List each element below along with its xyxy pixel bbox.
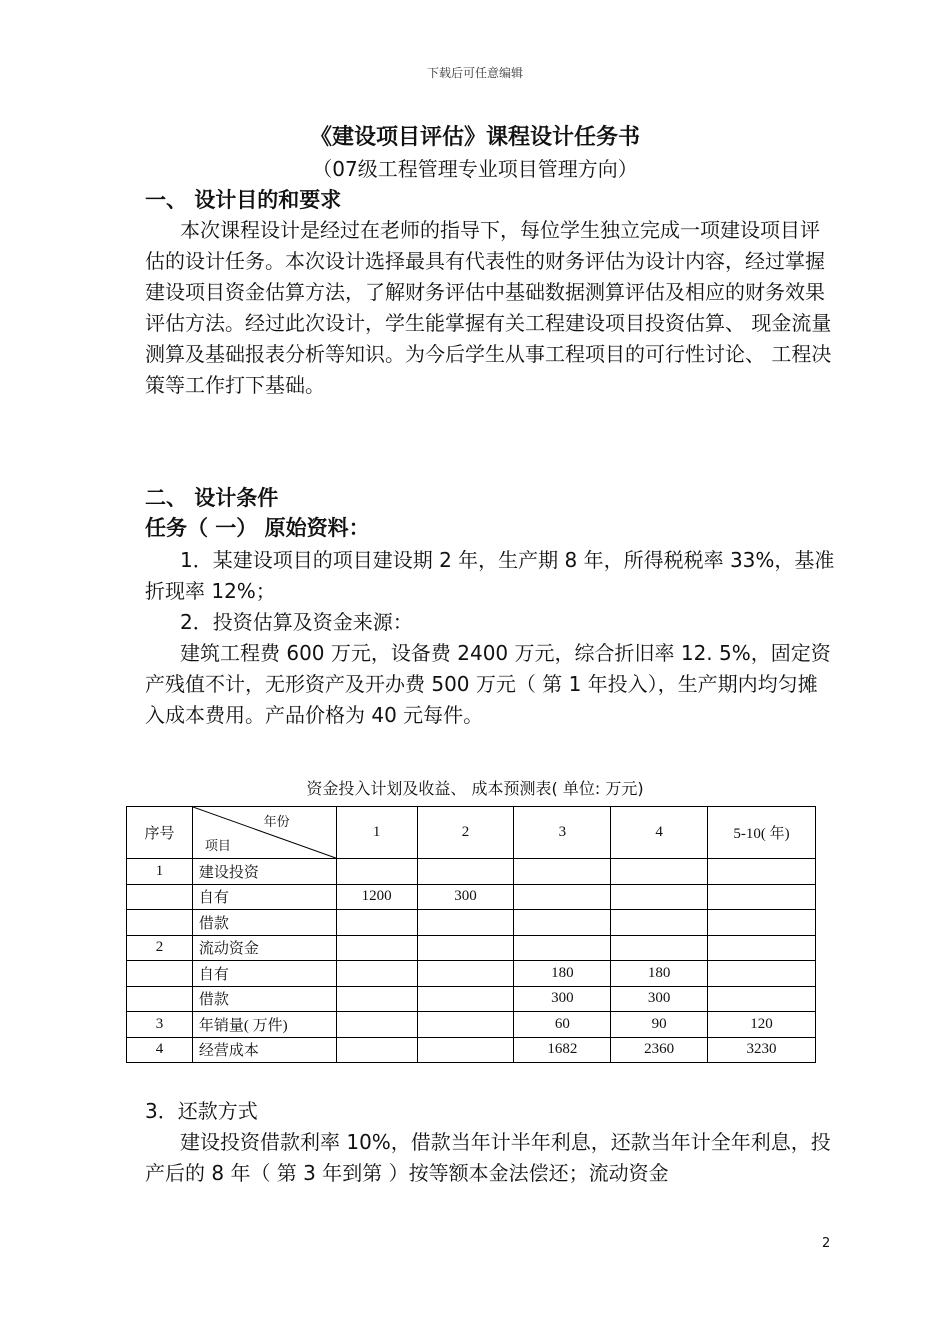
section2-body bbox=[145, 545, 835, 731]
row-value bbox=[514, 859, 611, 885]
item3-body: 建设投资借款利率 10%，借款当年计半年利息，还款当年计全年利息，投产后的 8 年（ 第 3 年到第 ）按等额本金法偿还；流动资金 bbox=[145, 1130, 831, 1185]
row-value bbox=[417, 910, 514, 936]
row-value: 1200 bbox=[336, 884, 417, 910]
row-seq bbox=[127, 910, 193, 936]
row-value: 3230 bbox=[708, 1037, 816, 1063]
row-value bbox=[417, 859, 514, 885]
row-value: 300 bbox=[611, 986, 708, 1012]
item2-text: 2．投资估算及资金来源： bbox=[180, 610, 413, 634]
table-row bbox=[127, 1012, 816, 1038]
row-item: 年销量( 万件) bbox=[192, 1012, 336, 1038]
row-value bbox=[336, 1012, 417, 1038]
row-value bbox=[611, 884, 708, 910]
funding-table bbox=[126, 806, 816, 1063]
row-seq bbox=[127, 884, 193, 910]
row-item: 建设投资 bbox=[192, 859, 336, 885]
row-seq bbox=[127, 986, 193, 1012]
row-value bbox=[708, 910, 816, 936]
row-seq: 4 bbox=[127, 1037, 193, 1063]
table-row bbox=[127, 935, 816, 961]
row-value: 2360 bbox=[611, 1037, 708, 1063]
header-year-label: 年份 bbox=[263, 814, 290, 829]
row-value bbox=[708, 859, 816, 885]
row-value bbox=[611, 859, 708, 885]
page-number: 2 bbox=[822, 1236, 831, 1251]
document-subtitle: （07级工程管理专业项目管理方向） bbox=[312, 157, 638, 181]
row-item: 经营成本 bbox=[192, 1037, 336, 1063]
row-value bbox=[708, 961, 816, 987]
row-value: 180 bbox=[514, 961, 611, 987]
header-year-3: 3 bbox=[514, 807, 611, 859]
row-value bbox=[611, 935, 708, 961]
row-value: 180 bbox=[611, 961, 708, 987]
row-value: 60 bbox=[514, 1012, 611, 1038]
header-diagonal-cell bbox=[192, 807, 336, 859]
table-caption: 资金投入计划及收益、 成本预测表( 单位: 万元) bbox=[306, 779, 644, 798]
table-row bbox=[127, 859, 816, 885]
row-value: 90 bbox=[611, 1012, 708, 1038]
row-value: 300 bbox=[514, 986, 611, 1012]
row-value bbox=[336, 859, 417, 885]
table-row bbox=[127, 961, 816, 987]
section1-paragraph: 本次课程设计是经过在老师的指导下，每位学生独立完成一项建设项目评估的设计任务。本次设计选择最具有代表性的财务评估为设计内容，经过掌握建设项目资金估算方法，了解财务评估中基础数据测算评估及相应的财务效果评估方法。经过此次设计，学生能掌握有关工程建设项目投资估算、 现金流量测算及基础报表分析等知识。为今后学生从事工程项目的可行性讨论、 工程决策等工作打下基础。 bbox=[145, 218, 832, 397]
section2-heading: 二、 设计条件 bbox=[145, 486, 279, 510]
row-item: 借款 bbox=[192, 910, 336, 936]
row-value bbox=[336, 986, 417, 1012]
section3-body bbox=[145, 1096, 835, 1189]
row-value bbox=[514, 884, 611, 910]
row-value: 120 bbox=[708, 1012, 816, 1038]
section1-body bbox=[145, 215, 835, 401]
row-value bbox=[514, 935, 611, 961]
row-value: 300 bbox=[417, 884, 514, 910]
row-item: 借款 bbox=[192, 986, 336, 1012]
row-value bbox=[514, 910, 611, 936]
header-year-5-10: 5-10( 年) bbox=[708, 807, 816, 859]
table-row bbox=[127, 1037, 816, 1063]
item3-text: 3．还款方式 bbox=[145, 1099, 258, 1123]
row-seq: 1 bbox=[127, 859, 193, 885]
row-value bbox=[611, 910, 708, 936]
row-value bbox=[708, 884, 816, 910]
row-value bbox=[336, 910, 417, 936]
row-value bbox=[336, 935, 417, 961]
header-year-2: 2 bbox=[417, 807, 514, 859]
row-value: 1682 bbox=[514, 1037, 611, 1063]
row-seq: 2 bbox=[127, 935, 193, 961]
table-row bbox=[127, 986, 816, 1012]
watermark-text: 下载后可任意编辑 bbox=[426, 66, 523, 80]
document-title: 《建设项目评估》课程设计任务书 bbox=[309, 125, 640, 150]
header-year-4: 4 bbox=[611, 807, 708, 859]
row-seq bbox=[127, 961, 193, 987]
row-item: 流动资金 bbox=[192, 935, 336, 961]
task1-heading: 任务（ 一） 原始资料： bbox=[145, 516, 370, 540]
row-value bbox=[417, 986, 514, 1012]
item2-body: 建筑工程费 600 万元，设备费 2400 万元，综合折旧率 12. 5%，固定资产残值不计，无形资产及开办费 500 万元（ 第 1 年投入），生产期内均匀摊入成本费用。产品价格为 40 元每件。 bbox=[145, 641, 831, 727]
row-value bbox=[417, 935, 514, 961]
row-value bbox=[417, 1037, 514, 1063]
row-value bbox=[336, 1037, 417, 1063]
header-seq: 序号 bbox=[127, 807, 193, 859]
table-row bbox=[127, 910, 816, 936]
row-value bbox=[417, 961, 514, 987]
row-value bbox=[336, 961, 417, 987]
header-item-label: 项目 bbox=[204, 838, 231, 853]
header-year-1: 1 bbox=[336, 807, 417, 859]
section1-heading: 一、 设计目的和要求 bbox=[145, 188, 342, 212]
row-item: 自有 bbox=[192, 884, 336, 910]
row-value bbox=[708, 935, 816, 961]
row-item: 自有 bbox=[192, 961, 336, 987]
row-value bbox=[417, 1012, 514, 1038]
table-header-row bbox=[127, 807, 816, 859]
row-value bbox=[708, 986, 816, 1012]
table-row bbox=[127, 884, 816, 910]
row-seq: 3 bbox=[127, 1012, 193, 1038]
item1-text: 1．某建设项目的项目建设期 2 年，生产期 8 年，所得税税率 33%，基准折现率 12%； bbox=[145, 548, 835, 603]
